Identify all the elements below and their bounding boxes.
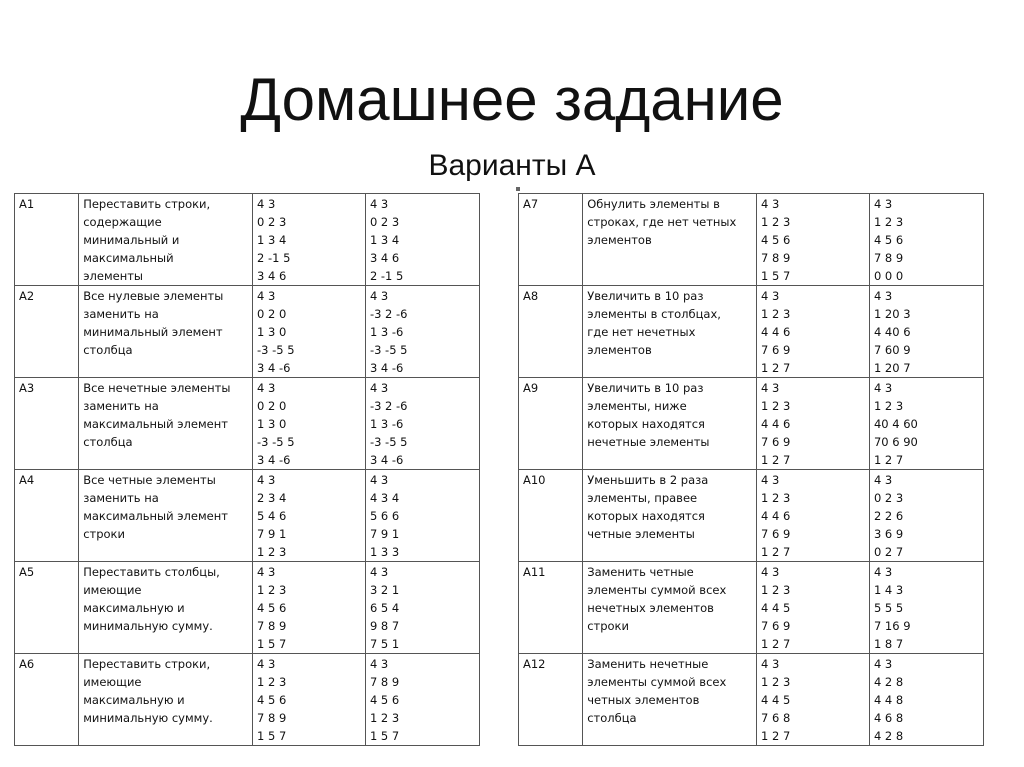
table-row	[519, 194, 984, 286]
input-matrix: 4 3 0 2 0 1 3 0 -3 -5 5 3 4 -6	[253, 286, 366, 378]
decorative-dot	[516, 187, 520, 191]
input-matrix: 4 3 1 2 3 4 4 5 7 6 8 1 2 7	[757, 654, 870, 746]
task-description: Все нечетные элементы заменить на максимальный элемент столбца	[79, 378, 253, 470]
table-row	[519, 286, 984, 378]
task-description: Переставить столбцы, имеющие максимальную и минимальную сумму.	[79, 562, 253, 654]
task-description: Переставить строки, имеющие максимальную и минимальную сумму.	[79, 654, 253, 746]
output-matrix: 4 3 -3 2 -6 1 3 -6 -3 -5 5 3 4 -6	[365, 378, 479, 470]
task-description: Увеличить в 10 раз элементы в столбцах, где нет нечетных элементов	[583, 286, 757, 378]
output-matrix: 4 3 4 3 4 5 6 6 7 9 1 1 3 3	[365, 470, 479, 562]
output-matrix: 4 3 1 20 3 4 40 6 7 60 9 1 20 7	[869, 286, 983, 378]
variant-id: А10	[519, 470, 583, 562]
input-matrix: 4 3 1 2 3 4 5 6 7 8 9 1 5 7	[253, 562, 366, 654]
variant-id: А6	[15, 654, 79, 746]
input-matrix: 4 3 1 2 3 4 4 6 7 6 9 1 2 7	[757, 286, 870, 378]
output-matrix: 4 3 1 4 3 5 5 5 7 16 9 1 8 7	[869, 562, 983, 654]
table-row	[15, 378, 480, 470]
output-matrix: 4 3 3 2 1 6 5 4 9 8 7 7 5 1	[365, 562, 479, 654]
table-row	[519, 654, 984, 746]
output-matrix: 4 3 1 2 3 40 4 60 70 6 90 1 2 7	[869, 378, 983, 470]
input-matrix: 4 3 1 2 3 4 4 6 7 6 9 1 2 7	[757, 378, 870, 470]
input-matrix: 4 3 1 2 3 4 4 5 7 6 9 1 2 7	[757, 562, 870, 654]
input-matrix: 4 3 1 2 3 4 5 6 7 8 9 1 5 7	[253, 654, 366, 746]
input-matrix: 4 3 1 2 3 4 4 6 7 6 9 1 2 7	[757, 470, 870, 562]
variant-id: А12	[519, 654, 583, 746]
table-row	[519, 562, 984, 654]
task-description: Заменить нечетные элементы суммой всех четных элементов столбца	[583, 654, 757, 746]
table-row	[519, 470, 984, 562]
table-row	[519, 378, 984, 470]
table-row	[15, 654, 480, 746]
task-description: Обнулить элементы в строках, где нет четных элементов	[583, 194, 757, 286]
output-matrix: 4 3 4 2 8 4 4 8 4 6 8 4 2 8	[869, 654, 983, 746]
task-description: Увеличить в 10 раз элементы, ниже которых находятся нечетные элементы	[583, 378, 757, 470]
table-row	[15, 286, 480, 378]
task-description: Переставить строки, содержащие минимальный и максимальный элементы	[79, 194, 253, 286]
output-matrix: 4 3 0 2 3 2 2 6 3 6 9 0 2 7	[869, 470, 983, 562]
table-row	[15, 470, 480, 562]
input-matrix: 4 3 0 2 0 1 3 0 -3 -5 5 3 4 -6	[253, 378, 366, 470]
variant-id: А3	[15, 378, 79, 470]
variant-id: А1	[15, 194, 79, 286]
output-matrix: 4 3 7 8 9 4 5 6 1 2 3 1 5 7	[365, 654, 479, 746]
output-matrix: 4 3 -3 2 -6 1 3 -6 -3 -5 5 3 4 -6	[365, 286, 479, 378]
input-matrix: 4 3 0 2 3 1 3 4 2 -1 5 3 4 6	[253, 194, 366, 286]
page-title: Домашнее задание	[240, 66, 784, 133]
input-matrix: 4 3 1 2 3 4 5 6 7 8 9 1 5 7	[757, 194, 870, 286]
task-table-right	[518, 193, 984, 746]
table-row	[15, 562, 480, 654]
output-matrix: 4 3 0 2 3 1 3 4 3 4 6 2 -1 5	[365, 194, 479, 286]
variant-id: А2	[15, 286, 79, 378]
input-matrix: 4 3 2 3 4 5 4 6 7 9 1 1 2 3	[253, 470, 366, 562]
table-row	[15, 194, 480, 286]
task-description: Уменьшить в 2 раза элементы, правее которых находятся четные элементы	[583, 470, 757, 562]
task-description: Все нулевые элементы заменить на минимальный элемент столбца	[79, 286, 253, 378]
output-matrix: 4 3 1 2 3 4 5 6 7 8 9 0 0 0	[869, 194, 983, 286]
variant-id: А8	[519, 286, 583, 378]
task-description: Все четные элементы заменить на максимальный элемент строки	[79, 470, 253, 562]
task-description: Заменить четные элементы суммой всех нечетных элементов строки	[583, 562, 757, 654]
variant-id: А7	[519, 194, 583, 286]
task-table-left	[14, 193, 480, 746]
variant-id: А11	[519, 562, 583, 654]
page-subtitle: Варианты А	[428, 149, 596, 182]
variant-id: А4	[15, 470, 79, 562]
variant-id: А9	[519, 378, 583, 470]
variant-id: А5	[15, 562, 79, 654]
